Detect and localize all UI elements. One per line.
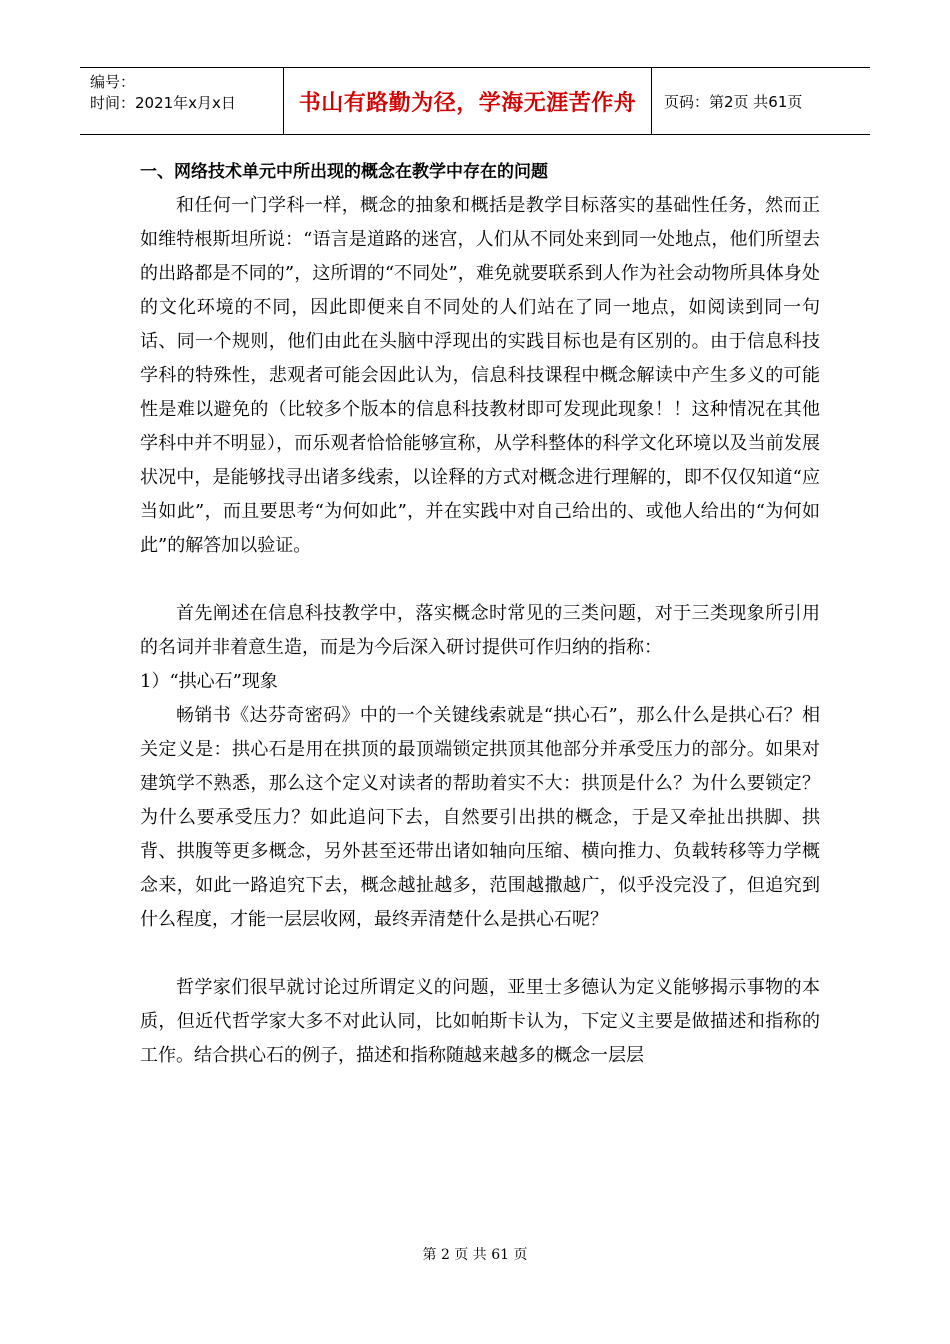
- item-1-title: 1）“拱心石”现象: [140, 671, 278, 692]
- header-info-cell: [80, 68, 284, 134]
- paragraph-4: 哲学家们很早就讨论过所谓定义的问题，亚里士多德认为定义能够揭示事物的本质，但近代哲学家大多不对此认同，比如帕斯卡认为，下定义主要是做描述和指称的工作。结合拱心石的例子，描述和指称随越来越多的概念一层层: [140, 977, 820, 1066]
- paragraph-2: 首先阐述在信息科技教学中，落实概念时常见的三类问题，对于三类现象所引用的名词并非着意生造，而是为今后深入研讨提供可作归纳的指称：: [140, 603, 820, 658]
- paragraph-3: 畅销书《达芬奇密码》中的一个关键线索就是“拱心石”，那么什么是拱心石？相关定义是：拱心石是用在拱顶的最顶端锁定拱顶其他部分并承受压力的部分。如果对建筑学不熟悉，那么这个定义对读者的帮助着实不大：拱顶是什么？为什么要锁定？为什么要承受压力？如此追问下去，自然要引出拱的概念，于是又牵扯出拱脚、拱背、拱腹等更多概念，另外甚至还带出诸如轴向压缩、横向推力、负载转移等力学概念来，如此一路追究下去，概念越扯越多，范围越撒越广，似乎没完没了，但追究到什么程度，才能一层层收网，最终弄清楚什么是拱心石呢？: [140, 705, 820, 930]
- section-heading: 一、网络技术单元中所出现的概念在教学中存在的问题: [140, 162, 548, 182]
- number-label: 编号：: [90, 73, 136, 91]
- page-footer: 第 2 页 共 61 页: [422, 1247, 528, 1263]
- blank-line: [140, 563, 820, 597]
- blank-line: [140, 937, 820, 971]
- time-label: 时间：2021年x月x日: [90, 94, 236, 112]
- page-header: [80, 67, 870, 135]
- header-motto: 书山有路勤为径，学海无涯苦作舟: [284, 68, 652, 134]
- paragraph-1: 和任何一门学科一样，概念的抽象和概括是教学目标落实的基础性任务，然而正如维特根斯坦所说：“语言是道路的迷宫，人们从不同处来到同一处地点，他们所望去的出路都是不同的”，这所谓的“不同处”，难免就要联系到人作为社会动物所具体身处的文化环境的不同，因此即便来自不同处的人们站在了同一地点，如阅读到同一句话、同一个规则，他们由此在头脑中浮现出的实践目标也是有区别的。由于信息科技学科的特殊性，悲观者可能会因此认为，信息科技课程中概念解读中产生多义的可能性是难以避免的（比较多个版本的信息科技教材即可发现此现象！！这种情况在其他学科中并不明显），而乐观者恰恰能够宣称，从学科整体的科学文化环境以及当前发展状况中，是能够找寻出诸多线索，以诠释的方式对概念进行理解的，即不仅仅知道“应当如此”，而且要思考“为何如此”，并在实践中对自己给出的、或他人给出的“为何如此”的解答加以验证。: [140, 195, 820, 556]
- document-body: [140, 155, 820, 1073]
- header-page-code: 页码：第2页 共61页: [664, 92, 803, 111]
